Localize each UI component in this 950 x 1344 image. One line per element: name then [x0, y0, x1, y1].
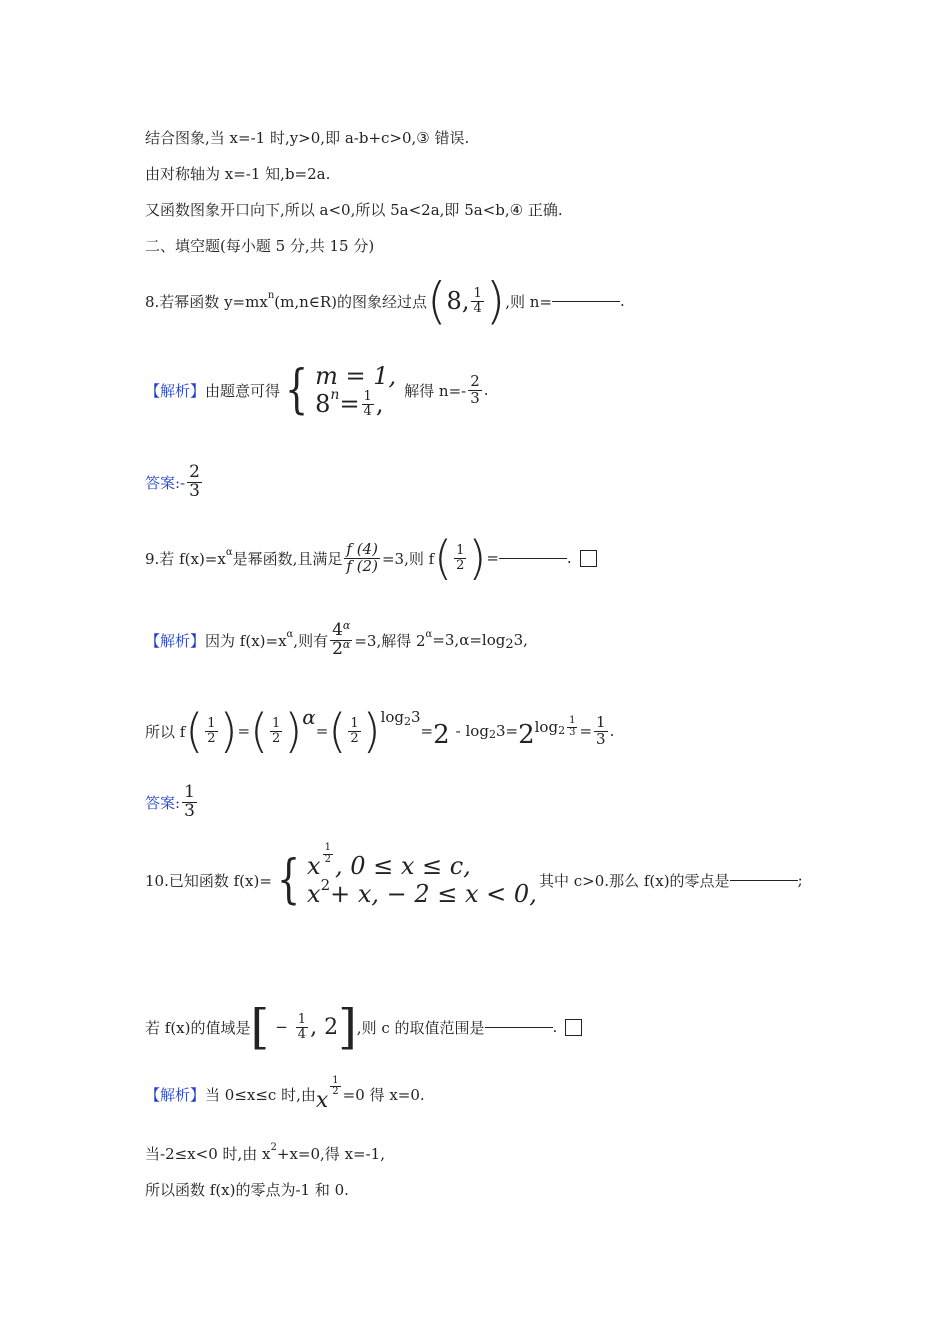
denominator: 4	[297, 1026, 307, 1042]
answer-blank	[730, 880, 798, 881]
solution-text-post: =3,解得 2	[354, 631, 426, 650]
denominator-exponent: α	[342, 637, 351, 651]
equation-row-1: m = 1,	[315, 362, 397, 390]
left-brace: {	[276, 850, 301, 910]
right-paren: )	[284, 704, 303, 758]
numerator: 1	[297, 1011, 307, 1027]
q9-text: 9.若 f(x)=x	[145, 549, 226, 568]
denominator: 2	[456, 557, 465, 573]
derivation-text: 所以 f	[145, 722, 186, 741]
equals: =	[339, 390, 360, 419]
equation-system	[315, 362, 396, 418]
denominator: f (2)	[346, 556, 378, 575]
denominator	[330, 637, 352, 659]
equals: =	[579, 722, 593, 740]
question-8	[145, 272, 625, 330]
question-10	[145, 842, 803, 910]
denominator: 3	[596, 729, 606, 748]
exponent-log	[535, 716, 580, 738]
numerator: 2	[470, 371, 480, 390]
equals: =	[420, 722, 434, 740]
log: log	[534, 718, 559, 736]
numerator: 1	[350, 715, 359, 731]
comma: ,	[375, 390, 384, 419]
fraction	[454, 544, 466, 572]
line-text: 当-2≤x<0 时,由 x	[145, 1145, 271, 1163]
derivation-mid: - log	[455, 722, 489, 740]
solution-tag: 【解析】	[145, 631, 206, 650]
minus-sign: −	[275, 1018, 288, 1036]
fraction	[296, 1013, 308, 1041]
answer-blank	[552, 301, 620, 302]
numerator: 1	[207, 715, 216, 731]
fraction	[182, 784, 197, 821]
variable: x	[307, 852, 321, 880]
solution-text-post: =0 得 x=0.	[342, 1086, 425, 1104]
exponent: α	[425, 628, 433, 640]
log-subscript: 2	[404, 715, 411, 728]
log-subscript: 2	[558, 723, 566, 737]
piece-row-2	[307, 876, 539, 908]
equation-row-2	[315, 387, 396, 419]
q10b-end: .	[552, 1018, 558, 1036]
q10b-text: 若 f(x)的值域是	[145, 1018, 251, 1037]
checkbox-icon	[565, 1019, 582, 1036]
q10b-text-post: ,则 c 的取值范围是	[356, 1018, 485, 1037]
section-heading	[145, 235, 374, 256]
fraction	[344, 539, 380, 575]
numerator: 1	[184, 782, 195, 802]
upper-bound: , 2	[310, 1014, 339, 1040]
base: 8	[315, 390, 331, 419]
piece-condition: + x, − 2 ≤ x < 0,	[330, 880, 537, 908]
q9-end: .	[566, 549, 572, 567]
numerator: 1	[272, 715, 281, 731]
left-brace: {	[284, 360, 309, 421]
solution-tag: 【解析】	[145, 381, 206, 400]
text-line	[145, 127, 469, 148]
checkbox-icon	[580, 550, 597, 567]
fraction	[471, 287, 483, 315]
right-bracket: ]	[338, 999, 357, 1055]
numerator-exponent: α	[342, 619, 351, 632]
denominator: 3	[189, 480, 200, 501]
q9-answer	[145, 784, 199, 821]
denominator: 2	[272, 730, 281, 746]
text-line	[145, 1179, 349, 1200]
answer-label: 答案:	[145, 793, 181, 812]
denominator: 3	[569, 726, 576, 738]
fraction	[348, 717, 360, 745]
text-line	[145, 163, 330, 184]
q9-derivation	[145, 704, 615, 758]
q8-text: 8.若幂函数 y=mx	[145, 292, 268, 311]
denominator: 2	[324, 853, 331, 865]
solution-text-post: 解得 n=-	[404, 381, 467, 400]
piece-condition: , 0 ≤ x ≤ c,	[334, 852, 471, 880]
fraction	[187, 464, 202, 501]
variable: x	[315, 1088, 329, 1113]
equals: =	[315, 722, 329, 740]
q8-text-post: ,则 n=	[505, 292, 553, 311]
q10-text-post: 其中 c>0.那么 f(x)的零点是	[539, 871, 730, 890]
point-x: 8,	[446, 287, 470, 315]
line-text-post: +x=0,得 x=-1,	[276, 1145, 385, 1163]
solution-text: 当 0≤x≤c 时,由	[205, 1086, 316, 1104]
numerator: 1	[569, 715, 576, 726]
fraction	[567, 716, 577, 738]
line-text: 所以函数 f(x)的零点为-1 和 0.	[145, 1181, 349, 1199]
numerator: 1	[596, 712, 606, 731]
denominator: 3	[184, 800, 195, 821]
solution-text-post2: =3,α=log	[432, 631, 506, 650]
q8-answer	[145, 464, 204, 501]
equals: =	[486, 549, 499, 567]
q8-exponent: n	[267, 289, 275, 301]
exponent: α	[286, 628, 294, 640]
numerator: 2	[189, 462, 200, 482]
line-text: 结合图象,当 x=-1 时,y>0,即 a-b+c>0,③ 错误.	[145, 129, 470, 147]
equals: =	[237, 722, 251, 740]
q9-exponent: α	[225, 546, 233, 558]
right-paren: )	[485, 272, 506, 330]
q8-end: .	[620, 292, 625, 310]
fraction	[594, 712, 608, 748]
denominator: 4	[473, 300, 482, 316]
text-line	[145, 199, 563, 220]
section-heading-text: 二、填空题(每小题 5 分,共 15 分)	[145, 237, 375, 255]
solution-text-mid: ,则有	[293, 631, 329, 650]
left-bracket: [	[250, 999, 270, 1055]
left-paren: (	[185, 704, 204, 758]
numerator: 1	[332, 1074, 339, 1086]
answer-label: 答案:-	[145, 473, 186, 492]
solution-text: 因为 f(x)=x	[205, 631, 287, 650]
base-two: 2	[433, 720, 450, 750]
log-arg: 3	[411, 708, 421, 726]
question-9	[145, 531, 597, 585]
exponent: 2	[270, 1142, 277, 1153]
exponent: 2	[320, 876, 331, 894]
right-paren: )	[362, 704, 381, 758]
right-paren: )	[468, 531, 487, 585]
line-text: 又函数图象开口向下,所以 a<0,所以 5a<2a,即 5a<b,④ 正确.	[145, 201, 563, 219]
left-paren: (	[427, 272, 447, 330]
log: log	[380, 708, 404, 726]
solution-end: 3,	[513, 631, 528, 650]
right-paren: )	[219, 704, 238, 758]
piece-row-1	[307, 842, 539, 880]
fraction	[205, 717, 217, 745]
q10-end: ;	[797, 871, 803, 889]
denominator: 2	[350, 730, 359, 746]
q8-text-mid: (m,n∈R)的图象经过点	[274, 292, 428, 311]
exponent-fraction	[330, 1076, 340, 1098]
exponent: n	[330, 387, 340, 404]
fraction	[362, 390, 374, 418]
base-two: 2	[518, 720, 535, 750]
numerator: 1	[473, 285, 482, 301]
fraction	[270, 717, 282, 745]
exponent-fraction	[323, 843, 333, 865]
numerator: f (4)	[346, 539, 378, 558]
denominator: 2	[332, 1086, 339, 1097]
numerator: 1	[363, 389, 372, 404]
q8-solution	[145, 360, 489, 421]
denominator: 2	[207, 730, 216, 746]
denominator: 4	[363, 403, 372, 419]
numerator: 1	[324, 842, 331, 853]
piecewise-function	[307, 842, 539, 908]
period: .	[483, 381, 489, 400]
solution-text: 由题意可得	[205, 381, 281, 400]
text-line	[145, 1143, 385, 1164]
derivation-mid-end: 3=	[495, 722, 519, 740]
q10-solution	[145, 1074, 425, 1113]
answer-blank	[499, 558, 567, 559]
variable: x	[307, 880, 321, 908]
line-text: 由对称轴为 x=-1 知,b=2a.	[145, 165, 331, 183]
log-subscript: 2	[488, 727, 496, 741]
exponent-log	[381, 708, 421, 726]
period: .	[609, 722, 615, 740]
numerator-base: 4	[332, 620, 343, 640]
answer-blank	[485, 1027, 553, 1028]
solution-tag: 【解析】	[145, 1086, 206, 1104]
question-10-part-2	[145, 999, 582, 1055]
fraction	[468, 371, 482, 407]
numerator: 1	[456, 542, 465, 558]
log-subscript: 2	[505, 636, 514, 652]
left-paren: (	[328, 704, 347, 758]
denominator: 3	[470, 388, 480, 407]
left-paren: (	[434, 531, 453, 585]
denominator-base: 2	[332, 638, 343, 659]
q9-solution	[145, 619, 528, 659]
exponent-alpha: α	[302, 705, 316, 729]
left-paren: (	[250, 704, 269, 758]
q9-text-post: =3,则 f	[381, 549, 435, 568]
q10-text: 10.已知函数 f(x)=	[145, 871, 272, 890]
q9-text-mid: 是幂函数,且满足	[232, 549, 343, 568]
fraction	[330, 619, 352, 659]
